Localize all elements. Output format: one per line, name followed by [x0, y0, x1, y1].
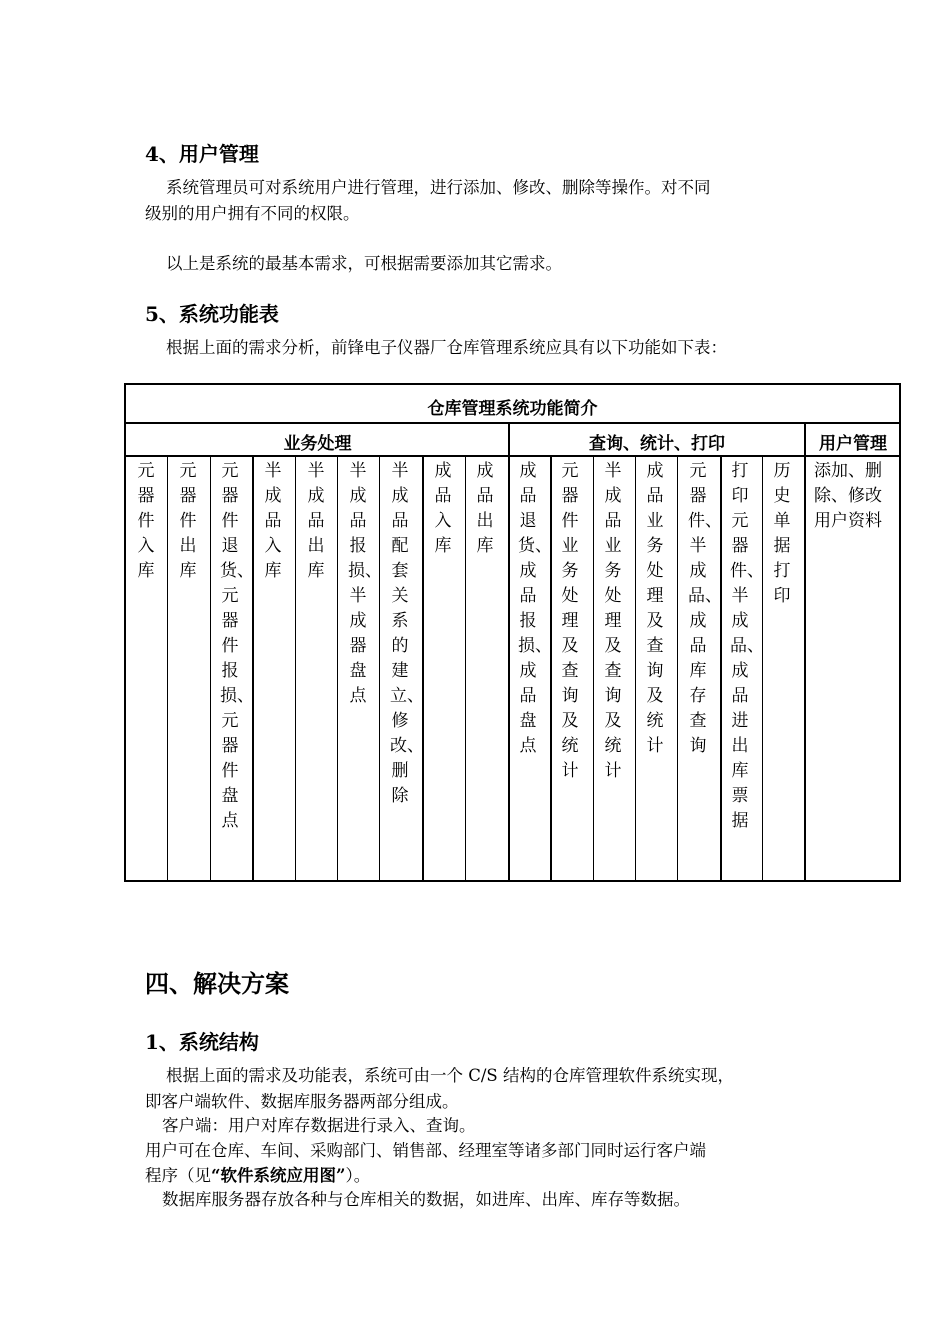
section-heading-system-structure: 1、系统结构	[145, 1030, 259, 1054]
column-separator	[379, 456, 380, 880]
figure-reference: “软件系统应用图”	[211, 1166, 346, 1185]
column-separator	[252, 456, 254, 880]
function-column: 成品退货、成品报损、成品盘点	[518, 461, 552, 756]
column-separator	[422, 456, 424, 880]
column-separator	[167, 456, 168, 880]
function-column: 打印元器件、半成品、成品进出库票据	[730, 461, 764, 831]
function-column: 成品业务处理及查询及统计	[646, 461, 664, 756]
table-rule	[126, 455, 899, 457]
column-separator	[550, 456, 552, 880]
paragraph-line	[145, 1163, 370, 1189]
db-paragraph: 数据库服务器存放各种与仓库相关的数据，如进库、出库、库存等数据。	[162, 1190, 690, 1209]
section-heading-function-table: 5、系统功能表	[145, 302, 279, 326]
column-separator	[677, 456, 678, 880]
user-management-cell: 添加、删除、修改用户资料	[814, 461, 882, 531]
column-separator	[295, 456, 296, 880]
function-column: 元器件入库	[137, 461, 155, 581]
column-separator	[593, 456, 594, 880]
function-column: 成品出库	[476, 461, 494, 556]
paragraph-line: 即客户端软件、数据库服务器两部分组成。	[145, 1092, 459, 1111]
column-separator	[210, 456, 211, 880]
section-heading-user-management: 4、用户管理	[145, 142, 259, 166]
column-separator	[635, 456, 636, 880]
paragraph-line: 根据上面的需求及功能表，系统可由一个 C/S 结构的仓库管理软件系统实现，	[166, 1066, 734, 1085]
column-separator	[337, 456, 338, 880]
paragraph-line: 级别的用户拥有不同的权限。	[145, 204, 360, 223]
paragraph-line: 系统管理员可对系统用户进行管理，进行添加、修改、删除等操作。对不同	[166, 178, 711, 197]
function-column: 成品入库	[434, 461, 452, 556]
function-column: 半成品报损、半成器盘点	[348, 461, 382, 706]
function-column: 元器件退货、元器件报损、元器件盘点	[220, 461, 254, 831]
summary-paragraph: 以上是系统的最基本需求，可根据需要添加其它需求。	[166, 254, 562, 273]
function-column: 半成品出库	[307, 461, 325, 581]
function-column: 历史单据打印	[773, 461, 791, 606]
function-column: 元器件业务处理及查询及统计	[561, 461, 579, 781]
group-separator	[508, 422, 510, 880]
text-suffix: ）。	[345, 1166, 371, 1185]
client-paragraph: 客户端：用户对库存数据进行录入、查询。	[162, 1116, 476, 1135]
group-header-business: 业务处理	[283, 434, 352, 454]
text-prefix: 程序（见	[145, 1166, 211, 1185]
function-column: 元器件出库	[179, 461, 197, 581]
chapter-heading: 四、解决方案	[145, 969, 289, 998]
function-column: 半成品入库	[264, 461, 282, 581]
column-separator	[465, 456, 466, 880]
function-column: 半成品业务处理及查询及统计	[604, 461, 622, 781]
function-column: 元器件、半成品、成品库存查询	[688, 461, 722, 756]
function-column: 半成品配套关系的建立、修改、删除	[390, 461, 424, 806]
group-header-user: 用户管理	[819, 434, 887, 454]
column-separator	[762, 456, 763, 880]
function-table	[124, 383, 901, 882]
group-header-query: 查询、统计、打印	[589, 434, 725, 454]
group-separator	[804, 422, 806, 880]
table-title: 仓库管理系统功能简介	[427, 399, 598, 419]
table-intro: 根据上面的需求分析，前锋电子仪器厂仓库管理系统应具有以下功能如下表：	[166, 338, 727, 357]
paragraph-line: 用户可在仓库、车间、采购部门、销售部、经理室等诸多部门同时运行客户端	[145, 1141, 706, 1160]
table-rule	[126, 422, 899, 424]
